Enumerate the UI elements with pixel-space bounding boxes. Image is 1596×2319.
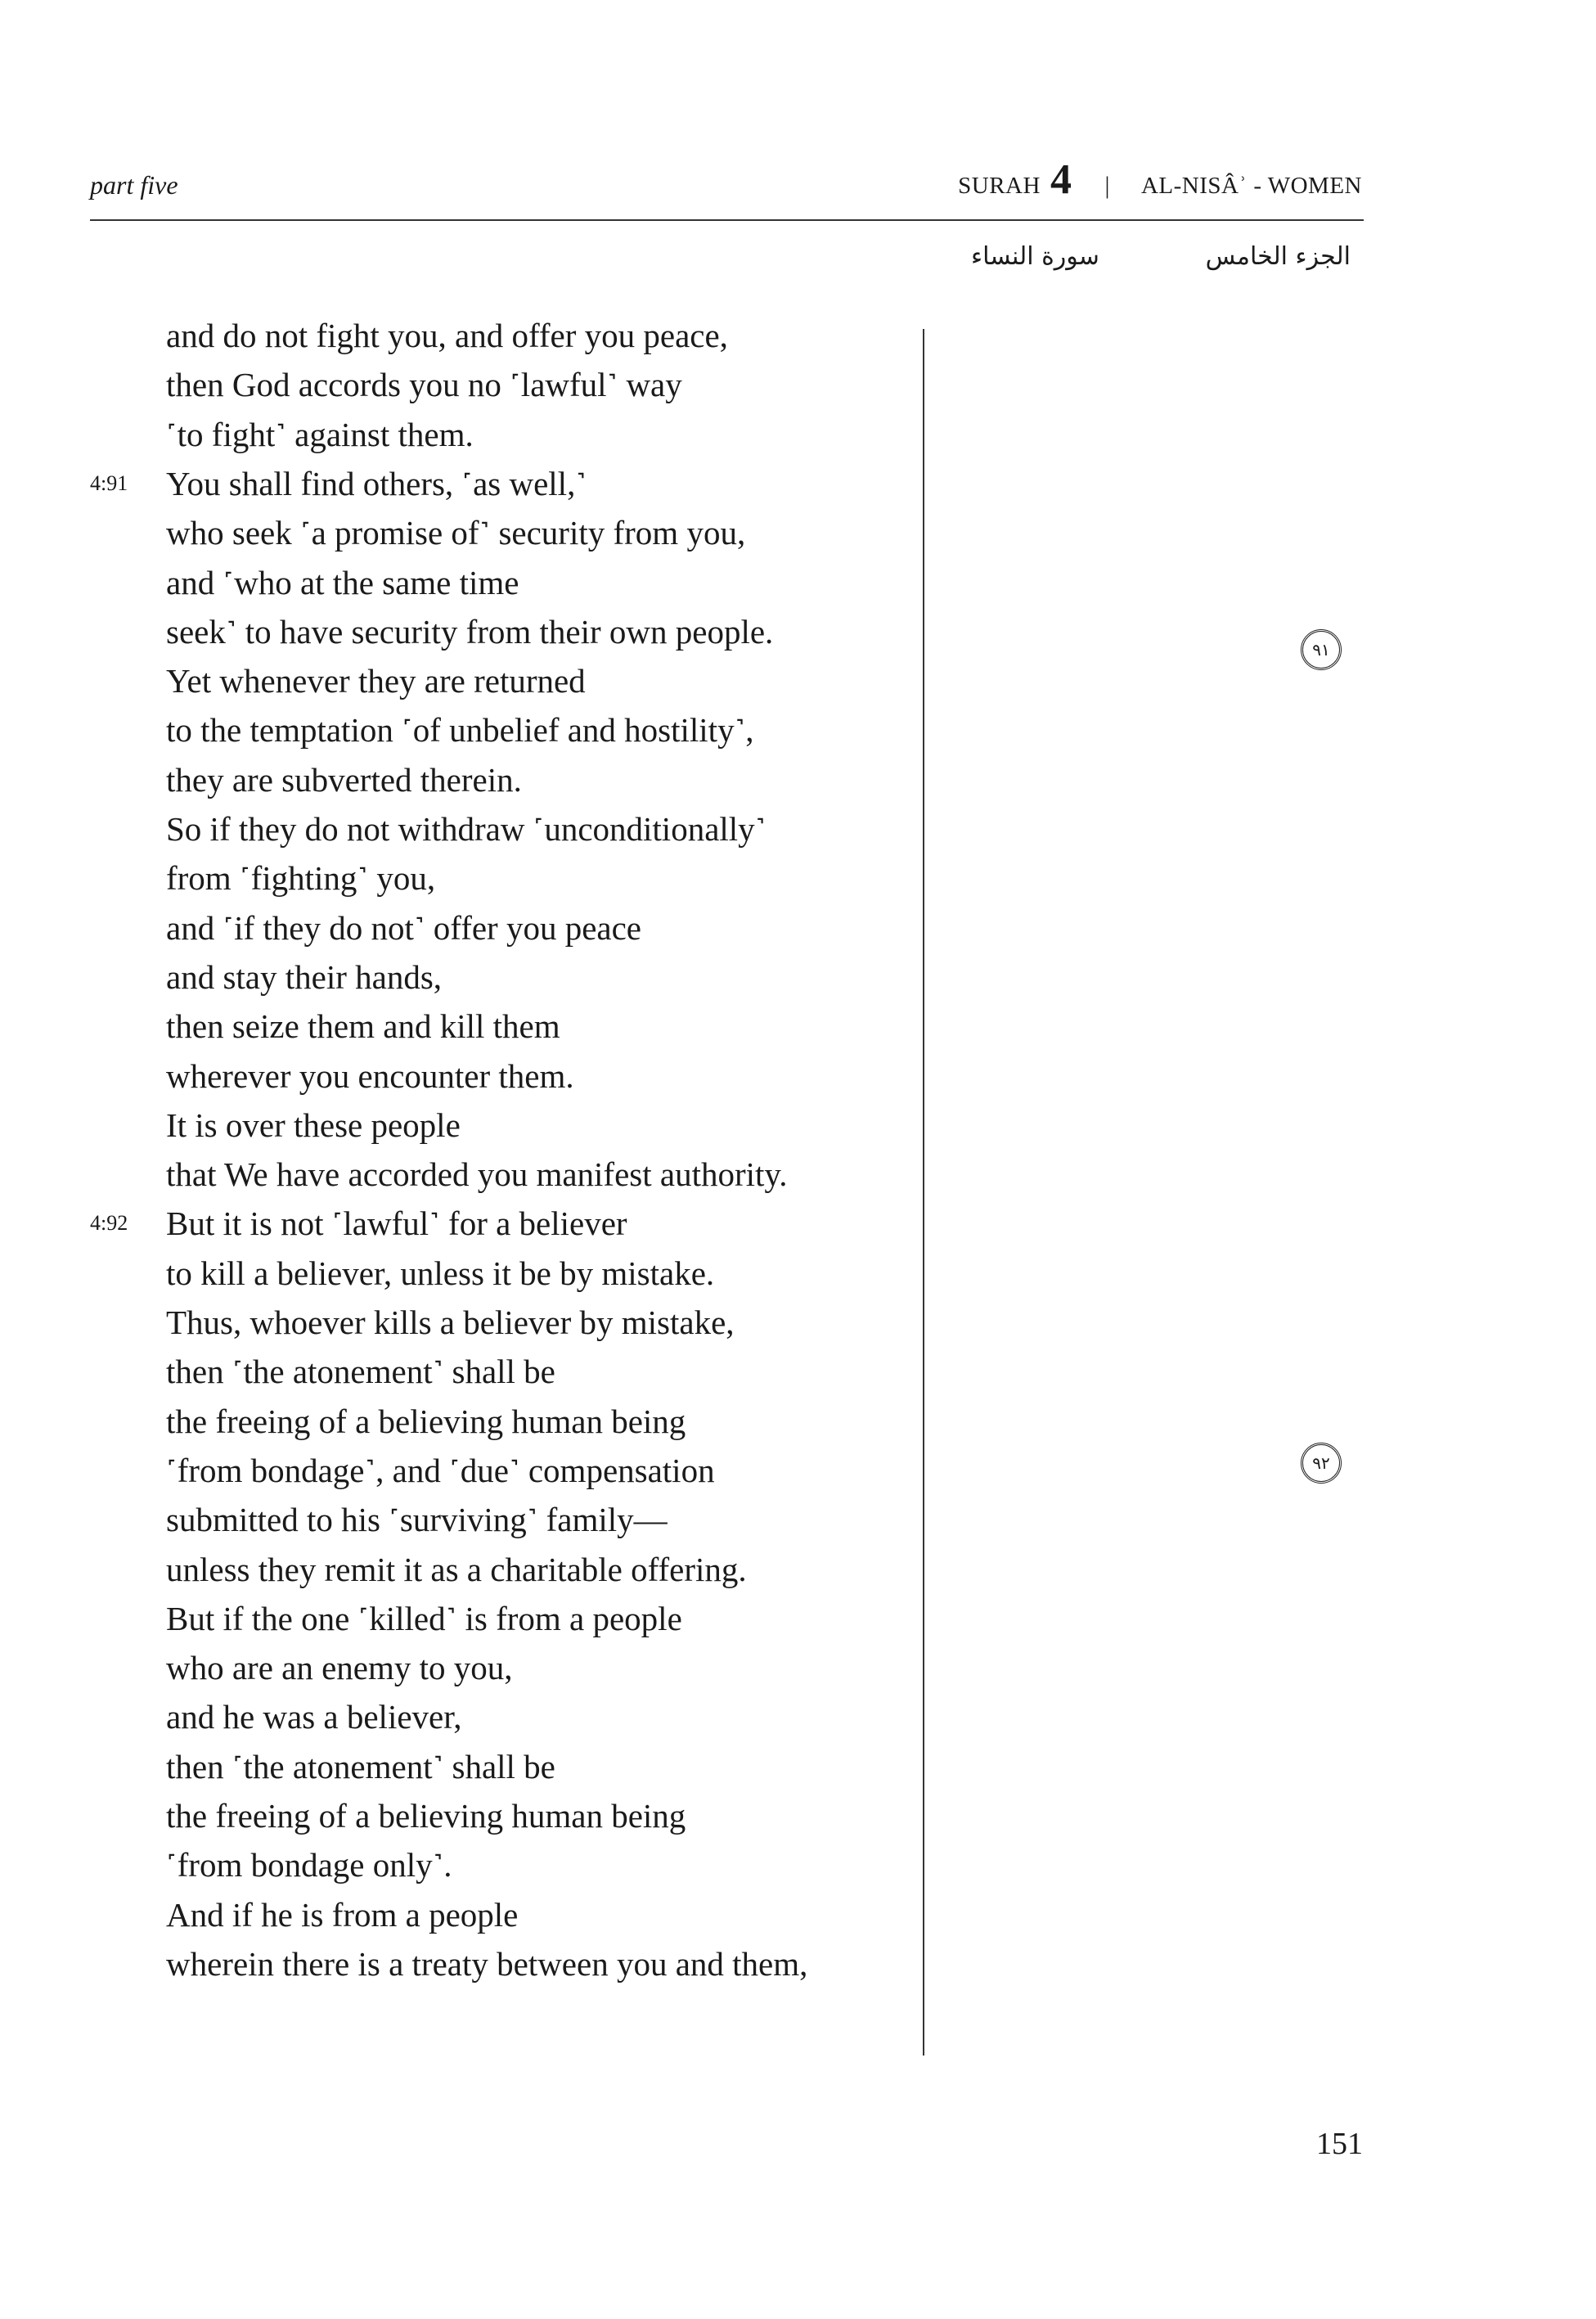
translation-line: ˹from bondage only˺. [166, 1846, 452, 1884]
translation-line: who are an enemy to you, [166, 1649, 513, 1687]
translation-line: who seek ˹a promise of˺ security from you, [166, 514, 746, 552]
translation-line: ˹from bondage˺, and ˹due˺ compensation [166, 1451, 715, 1489]
translation-line: then God accords you no ˹lawful˺ way [166, 366, 682, 404]
translation-line: So if they do not withdraw ˹unconditionally˺ [166, 810, 767, 848]
surah-name: AL-NISÂʾ - WOMEN [1140, 173, 1362, 199]
translation-line: that We have accorded you manifest authority. [166, 1155, 788, 1194]
verse-marker-icon: ٩١ [1301, 629, 1342, 670]
translation-line: the freeing of a believing human being [166, 1797, 686, 1835]
translation-line: and stay their hands, [166, 957, 443, 996]
arabic-part-header: الجزء الخامس [1205, 242, 1351, 271]
surah-number: 4 [1050, 156, 1072, 203]
translation-line: the freeing of a believing human being [166, 1402, 686, 1440]
translation-line: they are subverted therein. [166, 760, 522, 799]
page-number: 151 [1316, 2127, 1363, 2161]
header-rule [90, 219, 1364, 221]
translation-line: seek˺ to have security from their own people. [166, 612, 774, 651]
translation-line: But it is not ˹lawful˺ for a believer [166, 1205, 627, 1243]
translation-line: and ˹who at the same time [166, 563, 519, 601]
verse-number: 4:92 [90, 1211, 128, 1236]
translation-line: It is over these people [166, 1105, 461, 1144]
translation-line: And if he is from a people [166, 1895, 519, 1934]
verse-number: 4:91 [90, 471, 128, 495]
translation-line: and ˹if they do not˺ offer you peace [166, 908, 641, 947]
translation-line: You shall find others, ˹as well,˺ [166, 464, 587, 502]
translation-line: Thus, whoever kills a believer by mistake, [166, 1304, 735, 1341]
verse-marker-icon: ٩٢ [1301, 1443, 1342, 1484]
translation-line: wherein there is a treaty between you and them, [166, 1944, 808, 1983]
translation-line: then seize them and kill them [166, 1007, 560, 1046]
arabic-surah-header: سورة النساء [971, 242, 1099, 271]
running-header [958, 155, 1362, 204]
translation-line: then ˹the atonement˺ shall be [166, 1747, 555, 1785]
translation-line: to kill a believer, unless it be by mistake. [166, 1254, 715, 1292]
translation-line: then ˹the atonement˺ shall be [166, 1353, 555, 1391]
translation-line: But if the one ˹killed˺ is from a people [166, 1599, 682, 1637]
translation-line: submitted to his ˹surviving˺ family— [166, 1501, 668, 1539]
translation-line: to the temptation ˹of unbelief and hostility˺, [166, 711, 754, 750]
surah-word: SURAH [958, 173, 1041, 199]
translation-line: unless they remit it as a charitable offering. [166, 1550, 747, 1588]
translation-line: ˹to fight˺ against them. [166, 415, 474, 453]
translation-line: and he was a believer, [166, 1698, 462, 1736]
translation-line: from ˹fighting˺ you, [166, 859, 436, 898]
translation-line: Yet whenever they are returned [166, 662, 586, 700]
translation-line: wherever you encounter them. [166, 1056, 574, 1095]
translation-line: and do not fight you, and offer you peace, [166, 317, 728, 354]
column-divider [923, 329, 924, 2056]
header-separator: | [1104, 172, 1110, 199]
part-label: part five [90, 170, 178, 200]
